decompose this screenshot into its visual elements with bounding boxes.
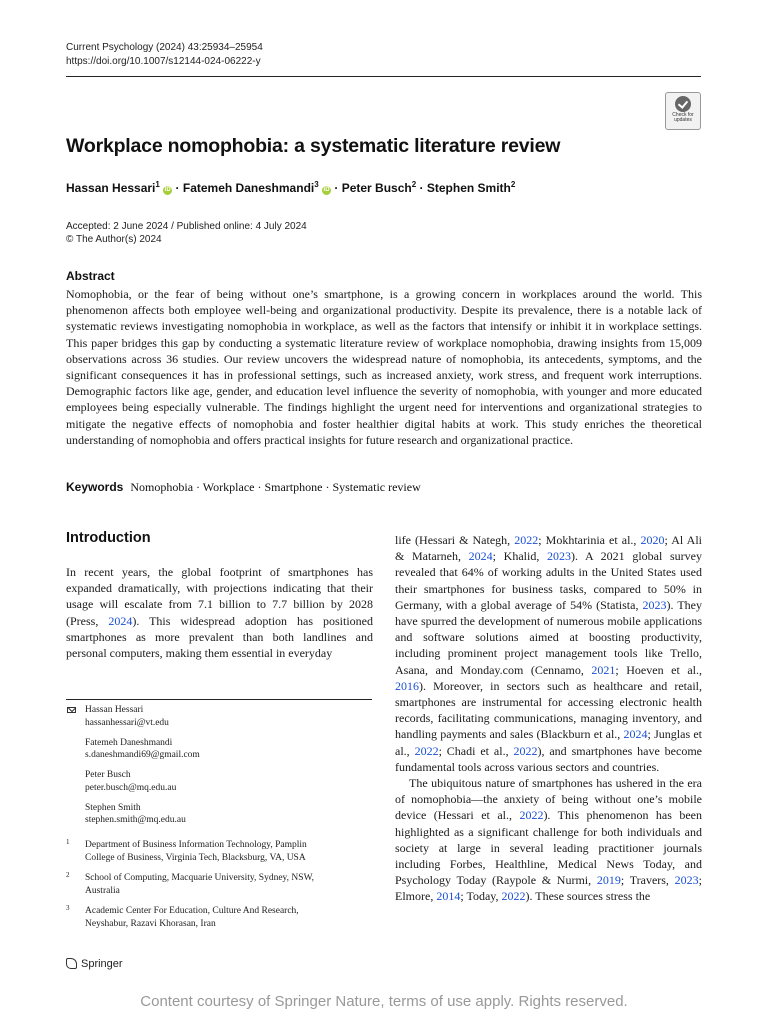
affiliation-number: 3 [66,904,70,912]
paper-title: Workplace nomophobia: a systematic literature review [66,135,561,157]
journal-citation: Current Psychology (2024) 43:25934–25954 [66,42,263,53]
citation-link[interactable]: 2022 [414,743,439,758]
citation-link[interactable]: 2024 [623,727,648,742]
badge-text: Check for [672,112,694,118]
contact-entry [66,769,200,794]
affiliation-entry [66,872,366,897]
contact-email[interactable]: hassanhessari@vt.edu [85,717,169,728]
intro-paragraph: The ubiquitous nature of smartphones has ushered in the era of nomophobia—the anxiety of being without one’s mobile device (Hessari et al., 2022). This phenomenon has been highlighted as a significant challenge for both individuals and society at large in several leading practitioner journals including Forbes, Healthline, Medical News Today, and Psychology Today (Raypole & Nurmi, 2019; Travers, 2023; Elmore, 2014; Today, 2022). These sources stress the [395,776,703,904]
dates-line: Accepted: 2 June 2024 / Published online: 4 July 2024 [66,221,307,232]
introduction-heading: Introduction [66,530,151,546]
citation-link[interactable]: 2024 [468,549,493,564]
author-affiliation-number: 1 [155,180,160,189]
affiliation-entry [66,905,366,930]
author-name[interactable]: Stephen Smith [426,181,511,195]
contact-email[interactable]: stephen.smith@mq.edu.au [85,815,186,825]
contact-list [66,704,200,834]
copyright-line: © The Author(s) 2024 [66,234,162,245]
citation-link[interactable]: 2020 [640,533,665,547]
contact-name: Fatemeh Daneshmandi [85,737,173,748]
contact-email[interactable]: s.daneshmandi69@gmail.com [85,750,200,760]
contact-name: Peter Busch [85,770,131,780]
intro-right-column [395,532,702,905]
affiliation-line: School of Computing, Macquarie University, Sydney, NSW, [85,873,315,883]
contact-name: Hassan Hessari [85,705,144,715]
contact-entry [66,802,200,827]
citation-link[interactable]: 2022 [519,808,544,823]
check-for-updates-badge[interactable] [665,92,701,130]
contact-name: Stephen Smith [85,802,141,813]
author-affiliation-number: 3 [314,180,319,189]
contact-entry [66,704,200,729]
citation-link[interactable]: 2023 [674,873,699,888]
orcid-icon[interactable]: iD [164,187,171,193]
author-name[interactable]: Hassan Hessari [66,181,156,195]
keywords-heading: Keywords [66,480,124,494]
affiliation-number: 1 [66,838,70,846]
affiliation-number: 2 [66,871,70,879]
citation-link[interactable]: 2024 [108,613,133,628]
publisher-name: Springer [81,958,123,970]
affiliation-line: Australia [85,885,120,896]
abstract-heading: Abstract [66,269,115,283]
author-separator: · [172,181,183,195]
envelope-icon [67,707,76,713]
affiliation-line: Neyshabur, Razavi Khorasan, Iran [85,918,216,929]
courtesy-notice: Content courtesy of Springer Nature, terms of use apply. Rights reserved. [140,993,628,1010]
citation-link[interactable]: 2019 [596,873,621,888]
intro-paragraph: In recent years, the global footprint of smartphones has expanded dramatically, with projections indicating that their usage will escalate from 7.1 billion to 7.7 billion by 2028 (Press, 2024). This widespread adoption has positioned smartphones as more prevalent than both landlines and personal computers, making them essential in everyday [66,565,373,661]
check-icon [675,96,691,112]
affiliation-line: Department of Business Information Technology, Pamplin [85,840,307,850]
author-name[interactable]: Fatemeh Daneshmandi [182,181,315,195]
affiliation-list [66,839,366,938]
affiliation-line: Academic Center For Education, Culture And Research, [85,906,299,916]
citation-link[interactable]: 2022 [501,889,526,904]
orcid-icon[interactable]: iD [323,187,330,193]
author-separator: · [331,181,342,195]
citation-link[interactable]: 2022 [513,743,538,758]
badge-text: updates [674,117,692,123]
doi-link[interactable]: https://doi.org/10.1007/s12144-024-06222-y [66,56,261,67]
citation-link[interactable]: 2023 [642,597,667,612]
author-name[interactable]: Peter Busch [341,181,412,195]
publication-dates [66,220,307,246]
author-affiliation-number: 2 [411,180,417,189]
citation-link[interactable]: 2016 [395,678,419,693]
author-list [66,180,515,195]
journal-header [66,41,263,69]
publisher-logo [66,958,123,970]
affiliation-entry [66,839,366,864]
citation-link[interactable]: 2023 [547,549,571,564]
author-separator: · [416,181,427,195]
citation-link[interactable]: 2014 [436,889,461,904]
footnote-rule [66,699,372,700]
contact-email[interactable]: peter.busch@mq.edu.au [85,782,177,793]
citation-link[interactable]: 2021 [591,662,616,677]
abstract-text: Nomophobia, or the fear of being without one’s smartphone, is a growing concern in workplaces around the world. This phenomenon affects both employee well-being and organizational productivity. Despite its prevalence, there is a notable lack of systematic reviews investigating nomophobia in workplace, as well as the factors that intensify or inhibit it in workplace settings. This paper bridges this gap by conducting a systematic literature review of workplace nomophobia, drawing insights from 15,009 observations across 36 studies. Our review uncovers the widespread nature of nomophobia, its antecedents, symptoms, and the significant consequences it has in professional settings, such as increased anxiety, work stress, and frequent work interruptions. Demographic factors like age, gender, and education level influence the severity of nomophobia, with younger and more educated employees being especially vulnerable. The findings highlight the urgent need for interventions and organizational strategies to mitigate the negative effects of nomophobia and foster healthier digital habits at work. This study enriches the theoretical understanding of nomophobia and offers practical insights for future research and organizational practice. [66,287,702,447]
springer-horse-icon [66,958,77,969]
keywords [66,480,421,495]
keywords-list: Nomophobia · Workplace · Smartphone · Systematic review [130,480,421,494]
intro-left-column [66,564,373,661]
intro-paragraph: life (Hessari & Nategh, 2022; Mokhtarinia et al., 2020; Al Ali & Matarneh, 2024; Khalid, 2023). A 2021 global survey revealed that 64% of working adults in the United States used their smartphones for business tasks, compared to 50% in Germany, with a global average of 54% (Statista, 2023). They have spurred the development of numerous mobile applications and software solutions aimed at boosting productivity, including prominent project management tools like Trello, Asana, and Monday.com (Cennamo, 2021; Hoeven et al., 2016). Moreover, in sectors such as healthcare and retail, smartphones are instrumental for accessing electronic health records, facilitating communications, managing inventory, and handling payments and sales (Blackburn et al., 2024; Junglas et al., 2022; Chadi et al., 2022), and smartphones have become fundamental tools across various sectors and countries. [395,533,703,774]
affiliation-line: College of Business, Virginia Tech, Blacksburg, VA, USA [85,852,306,863]
citation-link[interactable]: 2022 [514,533,539,547]
contact-entry [66,737,200,762]
header-rule [66,76,701,77]
author-affiliation-number: 2 [510,180,516,189]
